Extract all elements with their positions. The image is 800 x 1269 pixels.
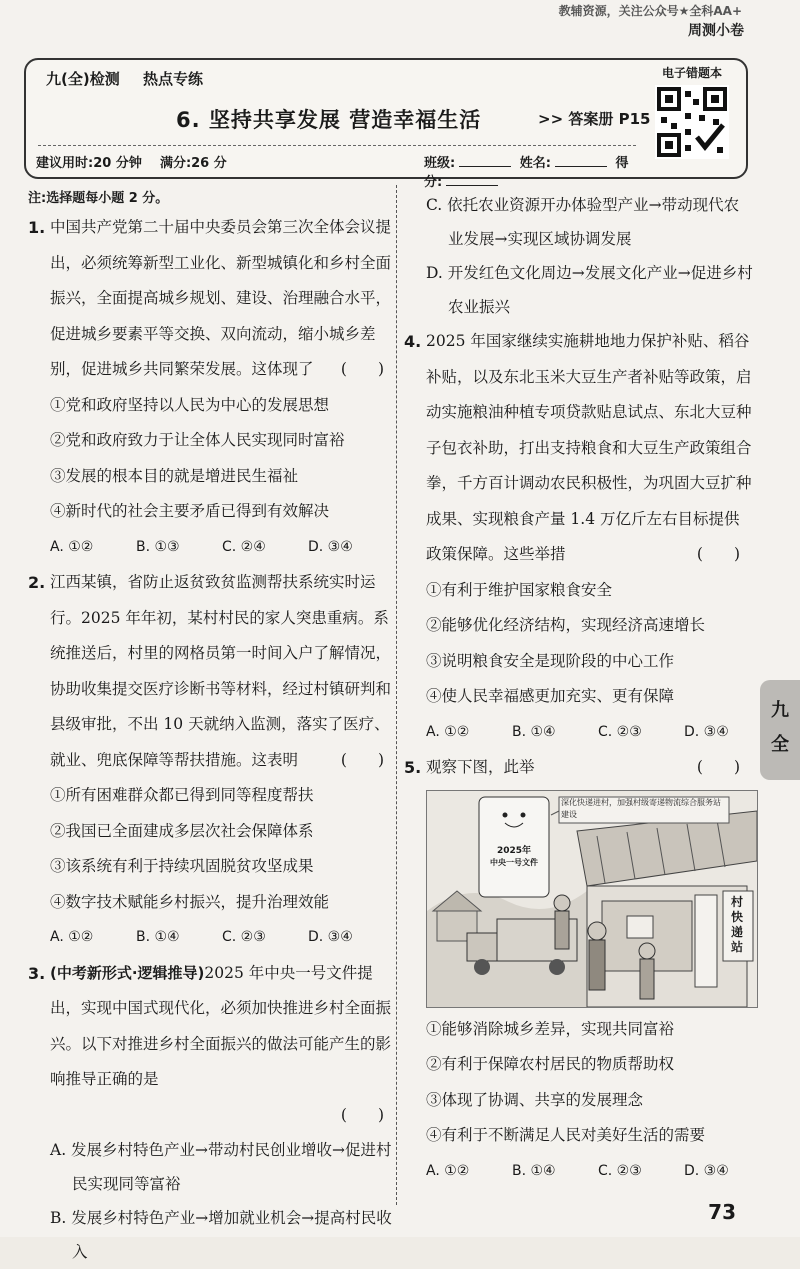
qr-label: 电子错题本	[661, 66, 722, 80]
question-3	[28, 956, 398, 1134]
top-note: 教辅资源，关注公众号★全科AA+	[558, 4, 742, 18]
answer-blank[interactable]: ( )	[340, 1105, 384, 1124]
answer-blank[interactable]: ( )	[696, 758, 740, 776]
worksheet-header	[24, 58, 748, 190]
option-a[interactable]: A. 发展乡村特色产业→带动村民创业增收→促进村民实现同等富裕	[50, 1141, 392, 1193]
header-kicker	[46, 68, 203, 89]
qr-code-icon[interactable]	[655, 85, 729, 159]
choice-c[interactable]: C. ②③	[222, 929, 266, 945]
left-column	[28, 188, 398, 1269]
choice-c[interactable]: C. ②③	[598, 723, 642, 740]
choice-d[interactable]: D. ③④	[308, 929, 353, 945]
statement-4: ④有利于不断满足人民对美好生活的需要	[426, 1126, 706, 1144]
header-divider	[38, 145, 636, 146]
statement-2: ②党和政府致力于让全体人民实现同时富裕	[50, 431, 345, 449]
answer-blank[interactable]: ( )	[340, 750, 384, 769]
option-c[interactable]: C. 依托农业资源开办体验型产业→带动现代农业发展→实现区域协调发展	[426, 196, 740, 248]
grade-side-tab	[760, 680, 800, 780]
question-stem: 中国共产党第二十届中央委员会第三次全体会议提出，必须统筹新型工业化、新型城镇化和乡村全面振兴，全面提高城乡规划、建设、治理融合水平，促进城乡要素平等交换、双向流动，缩小城乡差别，促进城乡共同繁荣发展。这体现了	[50, 218, 392, 378]
option-b[interactable]: B. 发展乡村特色产业→增加就业机会→提高村民收入	[50, 1209, 392, 1261]
statement-1: ①党和政府坚持以人民为中心的发展思想	[50, 395, 330, 414]
name-field[interactable]	[555, 166, 607, 167]
courier-station-illustration	[427, 791, 757, 1007]
kicker-topic: 热点专练	[142, 70, 203, 88]
question-stem: 观察下图，此举	[426, 758, 535, 776]
choice-c[interactable]: C. ②③	[598, 1162, 642, 1179]
choices	[28, 530, 398, 566]
series-label: 周测小卷	[688, 23, 744, 39]
score-label: 得分:	[424, 156, 629, 190]
document-year: 2025年	[496, 845, 532, 856]
class-label: 班级:	[424, 156, 456, 171]
choice-a[interactable]: A. ①②	[50, 929, 94, 945]
kicker-exam: 九(全)检测	[46, 70, 120, 88]
right-column	[404, 188, 754, 1189]
question-4	[404, 324, 754, 573]
class-field[interactable]	[459, 166, 511, 167]
cartoon-figure	[426, 790, 758, 1008]
statement-1: ①能够消除城乡差异，实现共同富裕	[426, 1019, 675, 1038]
choices	[28, 920, 398, 956]
choice-c[interactable]: C. ②④	[222, 538, 266, 555]
answer-blank[interactable]: ( )	[696, 545, 740, 563]
question-number: 1.	[28, 218, 46, 237]
statement-3: ③体现了协调、共享的发展理念	[426, 1090, 644, 1109]
time-limit: 建议用时:20 分钟	[36, 156, 142, 171]
answer-reference: >> 答案册 P15	[538, 110, 651, 128]
question-number: 3.	[28, 963, 46, 983]
statement-3: ③说明粮食安全是现阶段的中心工作	[426, 651, 675, 670]
qr-section	[644, 64, 740, 170]
choice-a[interactable]: A. ①②	[426, 1162, 470, 1179]
statement-4: ④新时代的社会主要矛盾已得到有效解决	[50, 502, 330, 520]
question-2	[28, 565, 398, 778]
question-stem: 2025 年国家继续实施耕地地力保护补贴、稻谷补贴，以及东北玉米大豆生产者补贴等政策，启动实施粮油种植专项贷款贴息试点、东北大豆种子包衣补助，打出支持粮食和大豆生产政策组合拳，千方百计调动农民积极性，为巩固大豆扩种成果、实现粮食产量 1.4 万亿斤左右目标提供政策保障。这些举措	[426, 332, 752, 563]
choices	[404, 1154, 754, 1190]
statement-1: ①所有困难群众都已得到同等程度帮扶	[50, 786, 314, 804]
question-5	[404, 750, 754, 786]
question-stem: 江西某镇，省防止返贫致贫监测帮扶系统实时运行。2025 年年初，某村村民的家人突患重病。系统推送后，村里的网格员第一时间入户了解情况，协助收集提交医疗诊断书等材料，经过村镇研判和县级审批，不出 10 天就纳入监测，落实了医疗、就业、兜底保障等帮扶措施。这表明	[50, 573, 392, 769]
choice-b[interactable]: B. ①④	[512, 723, 556, 740]
side-tab-char-1: 九	[771, 700, 789, 721]
score-field[interactable]	[446, 185, 498, 186]
question-number: 2.	[28, 573, 46, 592]
choice-d[interactable]: D. ③④	[684, 723, 729, 740]
statement-3: ③发展的根本目的就是增进民生福祉	[50, 466, 299, 485]
statement-1: ①有利于维护国家粮食安全	[426, 580, 613, 599]
full-score: 满分:26 分	[159, 156, 227, 171]
statement-4: ④使人民幸福感更加充实、更有保障	[426, 687, 675, 705]
page-number: 73	[708, 1200, 736, 1224]
side-tab-char-2: 全	[771, 734, 789, 755]
scoring-note: 注:选择题每小题 2 分。	[28, 191, 169, 206]
statement-3: ③该系统有利于持续巩固脱贫攻坚成果	[50, 857, 314, 875]
question-tag: (中考新形式·逻辑推导)	[50, 963, 205, 982]
question-number: 4.	[404, 332, 422, 351]
answer-blank[interactable]: ( )	[340, 360, 384, 378]
worksheet-title: 6. 坚持共享发展 营造幸福生活	[176, 108, 482, 132]
choices	[404, 715, 754, 751]
statement-2: ②我国已全面建成多层次社会保障体系	[50, 821, 314, 840]
name-label: 姓名:	[519, 156, 551, 171]
statement-2: ②有利于保障农村居民的物质帮助权	[426, 1055, 675, 1073]
choice-d[interactable]: D. ③④	[684, 1162, 729, 1179]
question-1	[28, 210, 398, 388]
choice-a[interactable]: A. ①②	[50, 538, 94, 555]
choice-b[interactable]: B. ①③	[136, 538, 180, 555]
document-title: 中央一号文件	[490, 857, 538, 867]
option-d[interactable]: D. 开发红色文化周边→发展文化产业→促进乡村农业振兴	[426, 264, 753, 316]
question-stem: 2025 年中央一号文件提出，实现中国式现代化，必须加快推进乡村全面振兴。以下对推进乡村全面振兴的做法可能产生的影响推导正确的是	[50, 963, 392, 1088]
choice-b[interactable]: B. ①④	[512, 1162, 556, 1179]
station-sign: 村快递站	[731, 894, 744, 954]
banner-text: 深化快递进村，加强村级寄递物流综合服务站建设	[561, 797, 721, 819]
choice-d[interactable]: D. ③④	[308, 538, 353, 555]
question-number: 5.	[404, 758, 422, 777]
choice-a[interactable]: A. ①②	[426, 723, 470, 740]
choice-b[interactable]: B. ①④	[136, 929, 180, 945]
statement-4: ④数字技术赋能乡村振兴，提升治理效能	[50, 892, 330, 911]
statement-2: ②能够优化经济结构，实现经济高速增长	[426, 616, 706, 634]
